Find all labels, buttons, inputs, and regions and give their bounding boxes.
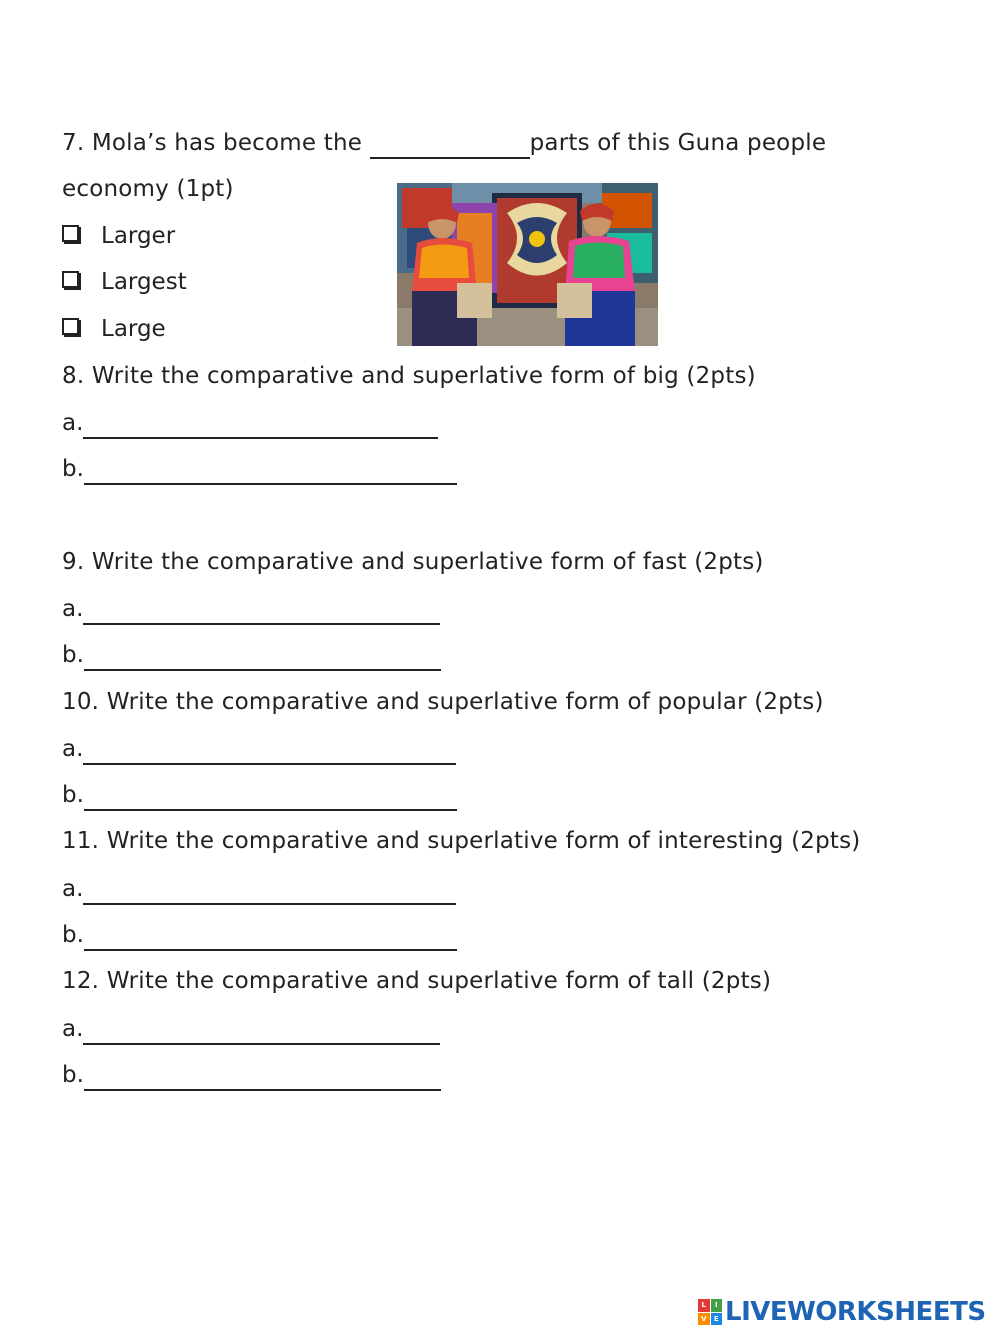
q11-answer-a [62, 874, 456, 905]
q7-prompt-line2: economy (1pt) [62, 176, 234, 202]
answer-label: b. [62, 642, 84, 668]
logo-badge-letter: V [698, 1313, 710, 1326]
answer-label: b. [62, 456, 84, 482]
q8-prompt: 8. Write the comparative and superlative form of big (2pts) [62, 363, 756, 389]
q10-answer-b [62, 780, 457, 811]
q9-answer-b [62, 640, 441, 671]
q11-answer-b [62, 920, 457, 951]
q7-prompt-before: 7. Mola’s has become the [62, 130, 370, 156]
q7-option-label: Larger [101, 223, 176, 249]
checkbox-icon[interactable] [62, 318, 79, 335]
q11-prompt: 11. Write the comparative and superlative form of interesting (2pts) [62, 828, 861, 854]
logo-badge-letter: I [711, 1299, 723, 1312]
q7-option-large[interactable] [62, 314, 166, 344]
q7-option-largest[interactable] [62, 267, 187, 297]
q10-answer-b-input[interactable] [84, 787, 457, 811]
q12-answer-b [62, 1060, 441, 1091]
q12-prompt: 12. Write the comparative and superlative form of tall (2pts) [62, 968, 772, 994]
q10-prompt: 10. Write the comparative and superlative form of popular (2pts) [62, 689, 824, 715]
q10-answer-a-input[interactable] [83, 741, 456, 765]
checkbox-icon[interactable] [62, 271, 79, 288]
q7-option-label: Large [101, 316, 166, 342]
answer-label: b. [62, 1062, 84, 1088]
logo-badge-letter: E [711, 1313, 723, 1326]
guna-women-photo [397, 183, 658, 346]
q7-prompt-after: parts of this Guna people [529, 130, 827, 156]
q8-answer-a [62, 408, 438, 439]
q11-answer-a-input[interactable] [83, 881, 456, 905]
answer-label: a. [62, 1016, 84, 1042]
answer-label: b. [62, 922, 84, 948]
q8-answer-b-input[interactable] [84, 461, 457, 485]
answer-label: a. [62, 596, 84, 622]
q12-answer-a-input[interactable] [83, 1021, 440, 1045]
q10-answer-a [62, 734, 456, 765]
q12-answer-a [62, 1014, 440, 1045]
checkbox-icon[interactable] [62, 225, 79, 242]
q12-answer-b-input[interactable] [84, 1067, 441, 1091]
logo-text: LIVEWORKSHEETS [725, 1297, 986, 1327]
answer-label: a. [62, 410, 84, 436]
q9-answer-b-input[interactable] [84, 647, 441, 671]
q8-answer-a-input[interactable] [83, 415, 438, 439]
answer-label: b. [62, 782, 84, 808]
answer-label: a. [62, 736, 84, 762]
q7-prompt-line1 [62, 128, 826, 159]
q7-option-larger[interactable] [62, 221, 175, 251]
liveworksheets-logo[interactable] [698, 1296, 986, 1328]
q11-answer-b-input[interactable] [84, 927, 457, 951]
q9-answer-a-input[interactable] [83, 601, 440, 625]
q7-option-label: Largest [101, 269, 187, 295]
logo-badge-icon [698, 1299, 722, 1325]
logo-badge-letter: L [698, 1299, 710, 1312]
answer-label: a. [62, 876, 84, 902]
q8-answer-b [62, 454, 457, 485]
q9-answer-a [62, 594, 440, 625]
q7-blank-input[interactable] [370, 135, 530, 159]
q9-prompt: 9. Write the comparative and superlative form of fast (2pts) [62, 549, 764, 575]
